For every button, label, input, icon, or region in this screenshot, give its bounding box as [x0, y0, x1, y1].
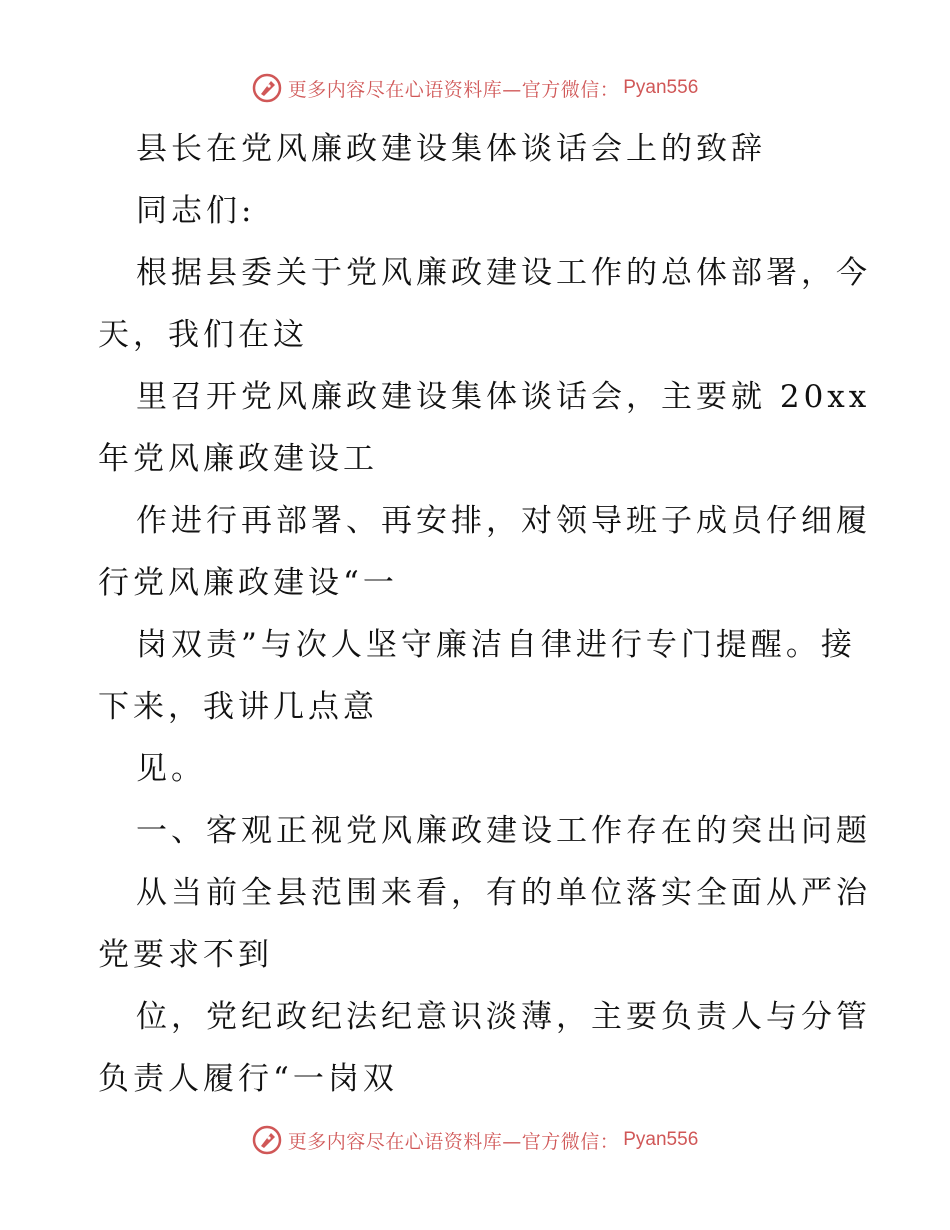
pen-nib-icon: [252, 73, 282, 103]
watermark-handle: Pyan556: [623, 77, 699, 98]
text-line: 位，党纪政纪法纪意识淡薄，主要负责人与分管: [136, 999, 871, 1035]
text-line: 岗双责”与次人坚守廉洁自律进行专门提醒。接: [136, 627, 856, 663]
footer-watermark: [0, 1120, 950, 1160]
text-line: 负责人履行“一岗双: [98, 1061, 398, 1097]
text-line: 天，我们在这: [98, 317, 308, 353]
document-body: [98, 118, 871, 1110]
text-line: 从当前全县范围来看，有的单位落实全面从严治: [136, 875, 871, 911]
text-line: 党要求不到: [98, 937, 273, 973]
text-line: 县长在党风廉政建设集体谈话会上的致辞: [136, 131, 766, 167]
watermark-handle: Pyan556: [623, 1129, 699, 1150]
header-watermark: [0, 68, 950, 108]
watermark-text: 更多内容尽在心语资料库—官方微信：: [287, 1130, 620, 1153]
text-line: 一、客观正视党风廉政建设工作存在的突出问题: [136, 813, 871, 849]
text-line: 见。: [136, 751, 206, 787]
text-line: 年党风廉政建设工: [98, 441, 378, 477]
watermark-text: 更多内容尽在心语资料库—官方微信：: [287, 78, 620, 101]
text-line: 同志们:: [136, 193, 256, 229]
text-line: 作进行再部署、再安排，对领导班子成员仔细履: [136, 503, 871, 539]
text-line: 里召开党风廉政建设集体谈话会，主要就 20xx: [136, 379, 871, 415]
pen-nib-icon: [252, 1125, 282, 1155]
text-line: 下来，我讲几点意: [98, 689, 378, 725]
text-line: 行党风廉政建设“一: [98, 565, 398, 601]
text-line: 根据县委关于党风廉政建设工作的总体部署，今: [136, 255, 871, 291]
